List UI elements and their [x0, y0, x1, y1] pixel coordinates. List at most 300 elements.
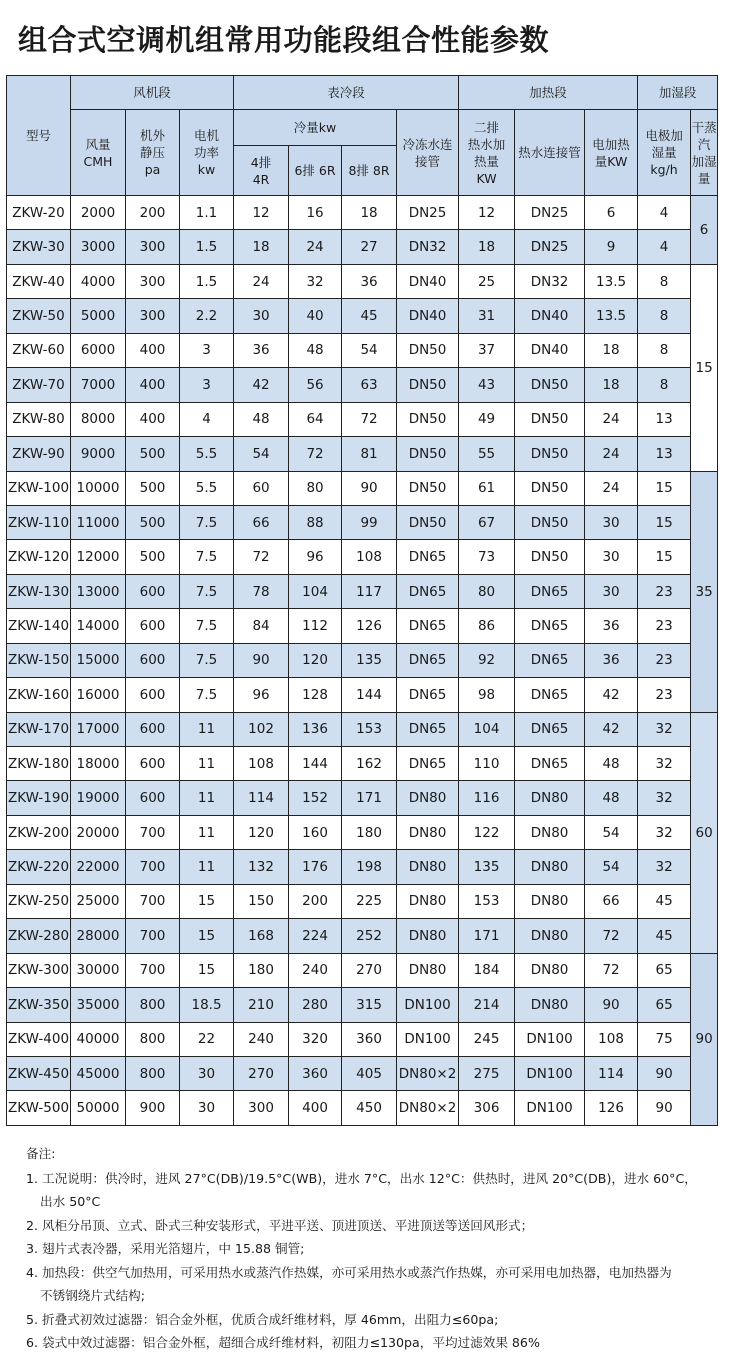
table-cell: 18 [342, 196, 397, 230]
table-cell: ZKW-250 [7, 884, 71, 918]
table-cell: 153 [342, 712, 397, 746]
table-cell: 160 [289, 815, 342, 849]
header-hot-water-pipe: 热水连接管 [515, 110, 585, 196]
table-cell: 7.5 [180, 505, 234, 539]
table-cell: 3 [180, 368, 234, 402]
table-cell: 112 [289, 609, 342, 643]
table-cell: 500 [126, 505, 180, 539]
table-cell: ZKW-450 [7, 1056, 71, 1090]
table-cell: 360 [289, 1056, 342, 1090]
table-cell: ZKW-120 [7, 540, 71, 574]
table-cell: 72 [585, 919, 638, 953]
table-cell: 180 [234, 953, 289, 987]
table-cell: 24 [289, 230, 342, 264]
table-cell: 144 [342, 678, 397, 712]
table-cell: 32 [638, 815, 691, 849]
table-cell: 24 [585, 471, 638, 505]
table-cell: 72 [234, 540, 289, 574]
table-cell: DN50 [397, 402, 459, 436]
table-cell: ZKW-110 [7, 505, 71, 539]
table-cell: 15 [638, 505, 691, 539]
table-cell: 32 [638, 712, 691, 746]
table-row [7, 712, 718, 746]
table-cell: 67 [459, 505, 515, 539]
table-cell: ZKW-90 [7, 437, 71, 471]
table-cell: 8 [638, 299, 691, 333]
table-cell: DN100 [397, 1022, 459, 1056]
table-cell: 500 [126, 471, 180, 505]
table-row [7, 953, 718, 987]
table-cell: 13 [638, 402, 691, 436]
table-cell: DN50 [515, 471, 585, 505]
table-cell: 64 [289, 402, 342, 436]
table-cell: DN80 [515, 815, 585, 849]
table-cell: DN65 [515, 712, 585, 746]
table-cell: DN50 [515, 368, 585, 402]
table-cell: 72 [289, 437, 342, 471]
table-cell: 66 [585, 884, 638, 918]
table-cell: DN100 [397, 988, 459, 1022]
table-cell: ZKW-150 [7, 643, 71, 677]
header-airflow: 风量 CMH [71, 110, 126, 196]
table-cell: 300 [234, 1091, 289, 1125]
table-row [7, 333, 718, 367]
table-cell: 96 [234, 678, 289, 712]
table-cell: 36 [234, 333, 289, 367]
table-cell: 15 [180, 953, 234, 987]
table-cell: 405 [342, 1056, 397, 1090]
steam-humid-cell: 15 [691, 264, 718, 471]
table-cell: ZKW-300 [7, 953, 71, 987]
table-cell: 224 [289, 919, 342, 953]
header-model: 型号 [7, 76, 71, 196]
table-cell: 9000 [71, 437, 126, 471]
table-cell: DN65 [397, 747, 459, 781]
table-cell: 25000 [71, 884, 126, 918]
table-cell: ZKW-80 [7, 402, 71, 436]
table-cell: DN80 [515, 850, 585, 884]
table-cell: 24 [585, 437, 638, 471]
table-cell: 12 [234, 196, 289, 230]
table-cell: 96 [289, 540, 342, 574]
table-cell: DN40 [515, 299, 585, 333]
table-cell: 28000 [71, 919, 126, 953]
table-cell: ZKW-500 [7, 1091, 71, 1125]
table-cell: 36 [585, 609, 638, 643]
table-cell: 49 [459, 402, 515, 436]
note-item: 3. 翅片式表冷器，采用光箔翅片，中 15.88 铜管; [26, 1241, 305, 1256]
table-cell: DN32 [397, 230, 459, 264]
table-cell: 43 [459, 368, 515, 402]
table-cell: 800 [126, 1022, 180, 1056]
table-cell: 30 [585, 540, 638, 574]
table-cell: 27 [342, 230, 397, 264]
table-cell: DN65 [515, 643, 585, 677]
table-cell: 81 [342, 437, 397, 471]
table-cell: 13.5 [585, 264, 638, 298]
table-cell: 400 [126, 333, 180, 367]
table-cell: 104 [289, 574, 342, 608]
table-cell: 72 [342, 402, 397, 436]
table-cell: DN50 [515, 505, 585, 539]
table-cell: 240 [234, 1022, 289, 1056]
table-cell: 4 [638, 230, 691, 264]
table-cell: 114 [234, 781, 289, 815]
table-cell: DN50 [397, 505, 459, 539]
page-title: 组合式空调机组常用功能段组合性能参数 [18, 23, 550, 57]
table-cell: ZKW-170 [7, 712, 71, 746]
table-cell: 63 [342, 368, 397, 402]
table-cell: DN40 [515, 333, 585, 367]
table-cell: 184 [459, 953, 515, 987]
table-cell: 48 [585, 781, 638, 815]
table-cell: 114 [585, 1056, 638, 1090]
table-row [7, 1091, 718, 1125]
table-cell: 136 [289, 712, 342, 746]
table-cell: 135 [342, 643, 397, 677]
table-cell: 45 [638, 884, 691, 918]
header-6-row: 6排 6R [289, 146, 342, 196]
table-cell: 600 [126, 747, 180, 781]
table-cell: 1.5 [180, 230, 234, 264]
table-cell: DN80 [515, 988, 585, 1022]
table-cell: DN80 [515, 781, 585, 815]
table-cell: DN65 [397, 574, 459, 608]
table-cell: 6 [585, 196, 638, 230]
table-cell: 108 [585, 1022, 638, 1056]
header-fan-section: 风机段 [71, 76, 234, 110]
table-cell: 90 [342, 471, 397, 505]
table-cell: 3 [180, 333, 234, 367]
table-cell: 45000 [71, 1056, 126, 1090]
table-cell: 75 [638, 1022, 691, 1056]
table-cell: 600 [126, 609, 180, 643]
table-cell: 132 [234, 850, 289, 884]
table-cell: DN65 [397, 678, 459, 712]
table-row [7, 264, 718, 298]
header-hot-water-heat: 二排 热水加 热量 KW [459, 110, 515, 196]
table-cell: 42 [234, 368, 289, 402]
table-cell: 61 [459, 471, 515, 505]
table-cell: 300 [126, 264, 180, 298]
table-cell: 37 [459, 333, 515, 367]
table-cell: 240 [289, 953, 342, 987]
table-row [7, 299, 718, 333]
table-cell: ZKW-350 [7, 988, 71, 1022]
table-cell: DN65 [397, 609, 459, 643]
note-item: 1. 工况说明：供冷时，进风 27°C(DB)/19.5°C(WB)，进水 7°C，出水 12°C：供热时，进风 20°C(DB)，进水 60°C， [26, 1170, 697, 1186]
table-cell: 11 [180, 781, 234, 815]
table-cell: 7.5 [180, 609, 234, 643]
table-cell: ZKW-40 [7, 264, 71, 298]
steam-humid-cell: 60 [691, 712, 718, 953]
table-cell: 18 [585, 368, 638, 402]
table-cell: 11 [180, 747, 234, 781]
table-cell: 3000 [71, 230, 126, 264]
table-cell: 31 [459, 299, 515, 333]
table-cell: 320 [289, 1022, 342, 1056]
table-cell: 32 [638, 747, 691, 781]
table-cell: 600 [126, 781, 180, 815]
table-cell: 135 [459, 850, 515, 884]
table-cell: 700 [126, 953, 180, 987]
table-cell: 306 [459, 1091, 515, 1125]
table-cell: DN50 [397, 333, 459, 367]
note-item-continuation: 不锈钢绕片式结构; [40, 1288, 145, 1303]
table-cell: 120 [289, 643, 342, 677]
header-humid-section: 加湿段 [638, 76, 718, 110]
table-cell: 92 [459, 643, 515, 677]
table-cell: 4000 [71, 264, 126, 298]
table-cell: 40 [289, 299, 342, 333]
table-cell: 18000 [71, 747, 126, 781]
table-cell: 200 [289, 884, 342, 918]
table-cell: 700 [126, 884, 180, 918]
table-cell: 23 [638, 678, 691, 712]
table-cell: 500 [126, 437, 180, 471]
table-cell: 24 [585, 402, 638, 436]
table-cell: DN100 [515, 1056, 585, 1090]
table-cell: DN50 [515, 540, 585, 574]
table-cell: ZKW-60 [7, 333, 71, 367]
table-cell: DN80×2 [397, 1091, 459, 1125]
table-cell: 126 [342, 609, 397, 643]
table-cell: 40000 [71, 1022, 126, 1056]
table-cell: 152 [289, 781, 342, 815]
table-cell: 120 [234, 815, 289, 849]
table-cell: 600 [126, 712, 180, 746]
note-item-continuation: 出水 50°C [40, 1194, 101, 1209]
table-cell: DN50 [397, 368, 459, 402]
table-row [7, 437, 718, 471]
table-cell: DN50 [397, 437, 459, 471]
table-cell: 84 [234, 609, 289, 643]
table-cell: 7.5 [180, 574, 234, 608]
table-cell: 8 [638, 333, 691, 367]
table-cell: 56 [289, 368, 342, 402]
table-cell: 600 [126, 643, 180, 677]
table-cell: DN65 [515, 678, 585, 712]
table-cell: 19000 [71, 781, 126, 815]
table-cell: 42 [585, 712, 638, 746]
table-cell: 5.5 [180, 437, 234, 471]
table-cell: ZKW-20 [7, 196, 71, 230]
table-cell: 150 [234, 884, 289, 918]
header-electrode-humid: 电极加 湿量 kg/h [638, 110, 691, 196]
table-cell: 128 [289, 678, 342, 712]
table-row [7, 574, 718, 608]
table-cell: 30 [234, 299, 289, 333]
table-cell: 18 [234, 230, 289, 264]
table-cell: 90 [585, 988, 638, 1022]
table-cell: 11000 [71, 505, 126, 539]
table-cell: 22 [180, 1022, 234, 1056]
table-cell: 60 [234, 471, 289, 505]
table-cell: ZKW-30 [7, 230, 71, 264]
table-cell: 88 [289, 505, 342, 539]
table-cell: 48 [585, 747, 638, 781]
table-cell: 15 [180, 884, 234, 918]
table-cell: 1.5 [180, 264, 234, 298]
table-cell: DN80 [397, 781, 459, 815]
table-cell: DN50 [515, 437, 585, 471]
table-cell: 30000 [71, 953, 126, 987]
table-cell: DN32 [515, 264, 585, 298]
table-cell: 400 [289, 1091, 342, 1125]
table-cell: 600 [126, 574, 180, 608]
table-cell: 17000 [71, 712, 126, 746]
table-cell: 5000 [71, 299, 126, 333]
table-cell: 450 [342, 1091, 397, 1125]
table-cell: 23 [638, 574, 691, 608]
table-cell: 20000 [71, 815, 126, 849]
table-cell: 2.2 [180, 299, 234, 333]
table-cell: 50000 [71, 1091, 126, 1125]
table-cell: 65 [638, 988, 691, 1022]
table-cell: 48 [234, 402, 289, 436]
table-row [7, 402, 718, 436]
table-cell: DN80 [397, 815, 459, 849]
table-cell: DN50 [515, 402, 585, 436]
table-cell: 66 [234, 505, 289, 539]
table-cell: 54 [585, 850, 638, 884]
table-row [7, 747, 718, 781]
table-cell: 54 [234, 437, 289, 471]
table-row [7, 815, 718, 849]
table-cell: 700 [126, 919, 180, 953]
table-cell: 300 [126, 299, 180, 333]
table-cell: 800 [126, 1056, 180, 1090]
table-cell: DN65 [515, 574, 585, 608]
table-cell: DN65 [515, 747, 585, 781]
table-cell: 700 [126, 815, 180, 849]
table-cell: 54 [585, 815, 638, 849]
header-8-row: 8排 8R [342, 146, 397, 196]
table-cell: 116 [459, 781, 515, 815]
table-cell: 12 [459, 196, 515, 230]
table-row [7, 988, 718, 1022]
table-cell: 168 [234, 919, 289, 953]
table-cell: 30 [585, 505, 638, 539]
table-cell: 72 [585, 953, 638, 987]
table-cell: 7.5 [180, 643, 234, 677]
table-cell: ZKW-50 [7, 299, 71, 333]
table-cell: 65 [638, 953, 691, 987]
spec-table [6, 75, 718, 1126]
table-cell: 180 [342, 815, 397, 849]
table-cell: 73 [459, 540, 515, 574]
table-cell: 5.5 [180, 471, 234, 505]
table-row [7, 540, 718, 574]
table-cell: DN80 [515, 919, 585, 953]
table-cell: DN80 [515, 953, 585, 987]
table-cell: 48 [289, 333, 342, 367]
table-cell: 153 [459, 884, 515, 918]
header-electric-heat: 电加热 量KW [585, 110, 638, 196]
table-cell: 600 [126, 678, 180, 712]
note-item: 2. 风柜分吊顶、立式、卧式三种安装形式，平进平送、顶进顶送、平进顶送等送回风形式； [26, 1217, 534, 1233]
steam-humid-cell: 35 [691, 471, 718, 712]
table-cell: 171 [342, 781, 397, 815]
table-cell: 700 [126, 850, 180, 884]
table-cell: 16000 [71, 678, 126, 712]
table-cell: 171 [459, 919, 515, 953]
table-cell: DN40 [397, 299, 459, 333]
table-cell: 280 [289, 988, 342, 1022]
table-cell: 90 [234, 643, 289, 677]
table-cell: 30 [180, 1091, 234, 1125]
header-motor-power: 电机 功率 kw [180, 110, 234, 196]
table-cell: 11 [180, 850, 234, 884]
table-cell: DN25 [515, 230, 585, 264]
table-cell: 18.5 [180, 988, 234, 1022]
table-cell: 25 [459, 264, 515, 298]
table-cell: 800 [126, 988, 180, 1022]
table-cell: 16 [289, 196, 342, 230]
table-cell: 24 [234, 264, 289, 298]
table-row [7, 1022, 718, 1056]
table-cell: 32 [638, 781, 691, 815]
table-cell: 15000 [71, 643, 126, 677]
table-cell: 55 [459, 437, 515, 471]
table-cell: 900 [126, 1091, 180, 1125]
table-cell: 10000 [71, 471, 126, 505]
table-cell: 36 [585, 643, 638, 677]
table-row [7, 230, 718, 264]
table-cell: 122 [459, 815, 515, 849]
table-cell: 225 [342, 884, 397, 918]
table-cell: 117 [342, 574, 397, 608]
table-cell: DN40 [397, 264, 459, 298]
table-cell: 6000 [71, 333, 126, 367]
table-cell: 108 [234, 747, 289, 781]
table-cell: 500 [126, 540, 180, 574]
header-4-row: 4排 4R [234, 146, 289, 196]
table-cell: ZKW-140 [7, 609, 71, 643]
table-cell: 35000 [71, 988, 126, 1022]
table-cell: 23 [638, 609, 691, 643]
note-item: 6. 袋式中效过滤器：铝合金外框，超细合成纤维材料，初阻力≤130pa，平均过滤效果 86% [26, 1335, 540, 1350]
table-cell: 80 [459, 574, 515, 608]
table-cell: 270 [342, 953, 397, 987]
table-cell: DN65 [397, 643, 459, 677]
table-cell: 300 [126, 230, 180, 264]
steam-humid-cell: 90 [691, 953, 718, 1125]
table-cell: ZKW-280 [7, 919, 71, 953]
table-cell: 1.1 [180, 196, 234, 230]
table-row [7, 850, 718, 884]
table-cell: ZKW-160 [7, 678, 71, 712]
table-row [7, 781, 718, 815]
table-cell: 36 [342, 264, 397, 298]
table-cell: 45 [638, 919, 691, 953]
table-cell: 315 [342, 988, 397, 1022]
notes [26, 1142, 746, 1355]
table-cell: 7000 [71, 368, 126, 402]
table-row [7, 678, 718, 712]
table-cell: DN80 [397, 953, 459, 987]
header-steam-humid: 干蒸汽 加湿量 [691, 110, 718, 196]
table-cell: 4 [638, 196, 691, 230]
table-cell: 8 [638, 264, 691, 298]
table-cell: DN65 [515, 609, 585, 643]
note-item: 4. 加热段：供空气加热用，可采用热水或蒸汽作热媒，亦可采用热水或蒸汽作热媒，亦可采用电加热器，电加热器为 [26, 1264, 672, 1280]
table-cell: 54 [342, 333, 397, 367]
table-cell: 23 [638, 643, 691, 677]
table-cell: 18 [585, 333, 638, 367]
table-cell: 11 [180, 712, 234, 746]
table-cell: 400 [126, 402, 180, 436]
